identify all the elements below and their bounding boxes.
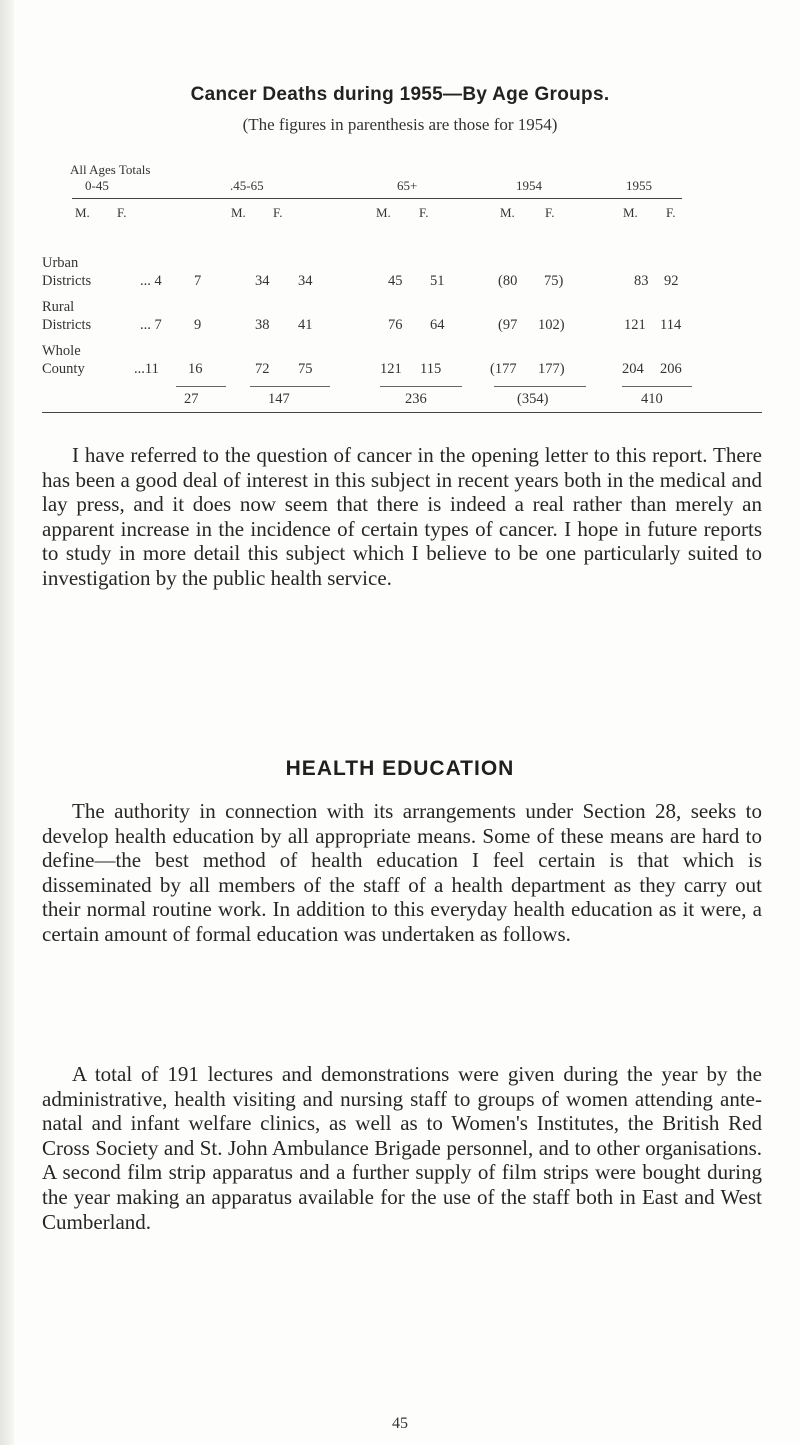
- row-label-urban-districts: Districts: [42, 273, 92, 289]
- row-label-whole-county: County: [42, 361, 85, 377]
- page-number: 45: [392, 1415, 408, 1432]
- table-cell: 38: [255, 317, 270, 333]
- cancer-paragraph: [42, 443, 762, 591]
- table-cell: 76: [388, 317, 403, 333]
- table-cell: ... 7: [140, 317, 162, 333]
- sex-header: M.: [75, 205, 90, 220]
- table-subtitle: (The figures in parenthesis are those for 1954): [242, 115, 558, 134]
- lectures-paragraph: [42, 1062, 762, 1234]
- table-cell: 92: [664, 273, 679, 289]
- table-cell: 102): [538, 317, 565, 333]
- table-title: Cancer Deaths during 1955—By Age Groups.: [190, 84, 610, 105]
- subtotal-rule: [494, 386, 586, 387]
- subtotal-rule: [380, 386, 462, 387]
- subtotal-rule: [176, 386, 226, 387]
- sex-header: M.: [500, 205, 515, 220]
- table-cell: 64: [430, 317, 445, 333]
- table-cell: 16: [188, 361, 203, 377]
- table-cell: 121: [624, 317, 646, 333]
- subtotal-rule: [622, 386, 692, 387]
- table-cell: 45: [388, 273, 403, 289]
- total-1954: (354): [517, 391, 549, 407]
- sex-header: F.: [666, 205, 676, 220]
- row-label-rural-districts: Districts: [42, 317, 92, 333]
- sex-header: F.: [117, 205, 127, 220]
- table-cell: (97: [498, 317, 518, 333]
- table-cell: 7: [194, 273, 202, 289]
- header-year-1954: 1954: [516, 178, 542, 193]
- table-cell: 206: [660, 361, 682, 377]
- table-cell: ...11: [134, 361, 159, 377]
- header-all-ages-totals: All Ages Totals: [70, 162, 151, 177]
- table-cell: (80: [498, 273, 518, 289]
- total-45-65: 147: [268, 391, 290, 407]
- table-cell: 121: [380, 361, 402, 377]
- table-cell: 115: [420, 361, 442, 377]
- page-binding-shadow: [0, 0, 14, 1445]
- table-cell: 114: [660, 317, 682, 333]
- sex-header: M.: [623, 205, 638, 220]
- row-label-whole: Whole: [42, 343, 81, 359]
- paragraph-text: A total of 191 lectures and demonstrations were given during the year by the administrative, health visiting and nursing staff to groups of women attending ante-natal and infant welfare clinics, as well as to Women's Institutes, the British Red Cross Society and St. John Ambulance Brigade personnel, and to other organisations. A second film strip apparatus and a further supply of film strips were bought during the year making an apparatus available for the use of the staff both in East and West Cumberland.: [42, 1062, 762, 1234]
- table-cell: 83: [634, 273, 649, 289]
- table-cell: 177): [538, 361, 565, 377]
- total-65-plus: 236: [405, 391, 427, 407]
- paragraph-text: I have referred to the question of cancer in the opening letter to this report. There has been a good deal of interest in this subject in recent years both in the medical and lay press, and it does now seem that there is indeed a real rather than merely an apparent increase in the incidence of certain types of cancer. I hope in future reports to study in more detail this subject which I believe to be one particularly suited to investigation by the public health service.: [42, 443, 762, 590]
- sex-header: F.: [419, 205, 429, 220]
- section-heading: HEALTH EDUCATION: [285, 757, 515, 780]
- table-cell: 9: [194, 317, 202, 333]
- table-cell: 72: [255, 361, 270, 377]
- sex-header: M.: [376, 205, 391, 220]
- table-cell: 75): [544, 273, 564, 289]
- subtotal-rule: [250, 386, 330, 387]
- sex-header: F.: [273, 205, 283, 220]
- row-label-rural: Rural: [42, 299, 75, 315]
- sex-header: F.: [545, 205, 555, 220]
- table-cell: 51: [430, 273, 445, 289]
- header-group-65-plus: 65+: [397, 178, 418, 193]
- header-group-0-45: 0-45: [85, 178, 109, 193]
- table-cell: 34: [298, 273, 313, 289]
- header-rule: [72, 198, 682, 199]
- sex-header: M.: [231, 205, 246, 220]
- total-0-45: 27: [184, 391, 199, 407]
- table-cell: ... 4: [140, 273, 162, 289]
- total-1955: 410: [641, 391, 663, 407]
- table-cell: 75: [298, 361, 313, 377]
- paragraph-text: The authority in connection with its arrangements under Section 28, seeks to develop health education by all appropriate means. Some of these means are hard to define—the best method of health education I feel certain is that which is disseminated by all members of the staff of a health department as they carry out their normal routine work. In addition to this everyday health education as it were, a certain amount of formal education was undertaken as follows.: [42, 799, 762, 946]
- health-education-paragraph: [42, 799, 762, 947]
- header-year-1955: 1955: [626, 178, 652, 193]
- table-cell: 41: [298, 317, 313, 333]
- table-cell: 34: [255, 273, 270, 289]
- table-cell: (177: [490, 361, 517, 377]
- table-bottom-rule: [42, 412, 762, 413]
- row-label-urban: Urban: [42, 255, 79, 271]
- table-cell: 204: [622, 361, 644, 377]
- header-group-45-65: .45-65: [230, 178, 264, 193]
